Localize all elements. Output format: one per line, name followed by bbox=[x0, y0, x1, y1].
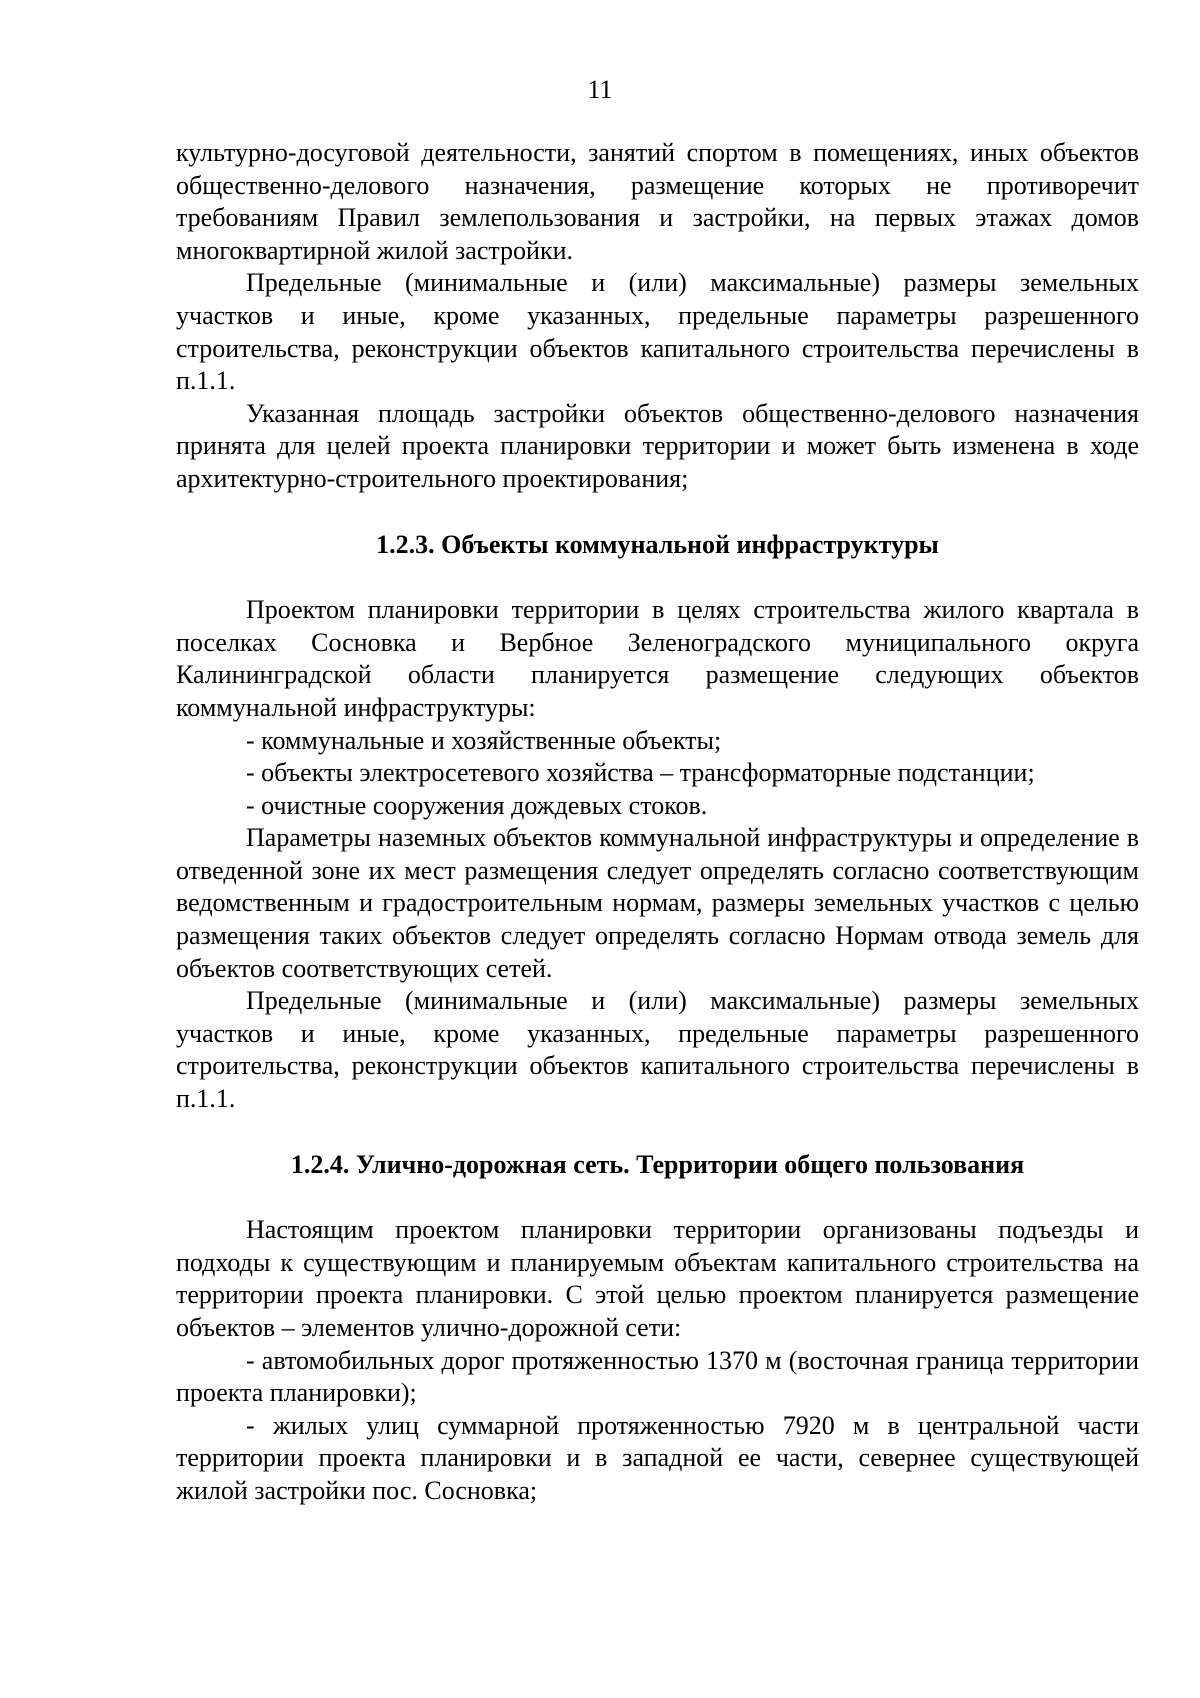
list-item-substations: - объекты электросетевого хозяйства – трансформаторные подстанции; bbox=[246, 758, 1035, 788]
paragraph-utility-parameters: Параметры наземных объектов коммунальной инфраструктуры и определение в отведенной зоне их мест размещения следует определять согласно соответствующим ведомственным и градостроительным нормам, размеры земельных участков с целью размещения таких объектов следует определять согласно Нормам отвода земель для объектов соответствующих сетей. bbox=[176, 823, 1139, 983]
paragraph-building-area: Указанная площадь застройки объектов общественно-делового назначения принята для целей проекта планировки территории и может быть изменена в ходе архитектурно-строительного проектирования; bbox=[176, 398, 1139, 493]
page-number: 11 bbox=[587, 75, 613, 104]
list-item-treatment-facilities: - очистные сооружения дождевых стоков. bbox=[246, 790, 708, 820]
document-body bbox=[176, 137, 1139, 1508]
paragraph-size-limits-2: Предельные (минимальные и (или) максимальные) размеры земельных участков и иные, кроме указанных, предельные параметры разрешенного строительства, реконструкции объектов капитального строительства перечислены в п.1.1. bbox=[176, 986, 1139, 1114]
paragraph-continuation: культурно-досуговой деятельности, занятий спортом в помещениях, иных объектов общественно-делового назначения, размещение которых не противоречит требованиям Правил землепользования и застройки, на первых этажах домов многоквартирной жилой застройки. bbox=[176, 138, 1139, 265]
list-item-roads: - автомобильных дорог протяженностью 1370 м (восточная граница территории проекта планировки); bbox=[176, 1345, 1139, 1408]
section-heading-1-2-4: 1.2.4. Улично-дорожная сеть. Территории общего пользования bbox=[290, 1149, 1025, 1179]
paragraph-utilities-intro: Проектом планировки территории в целях строительства жилого квартала в поселках Сосновка и Вербное Зеленоградского муниципального округа Калининградской области планируется размещение следующих объектов коммунальной инфраструктуры: bbox=[176, 595, 1139, 722]
section-heading-1-2-3: 1.2.3. Объекты коммунальной инфраструктуры bbox=[376, 529, 939, 559]
paragraph-size-limits-1: Предельные (минимальные и (или) максимальные) размеры земельных участков и иные, кроме указанных, предельные параметры разрешенного строительства, реконструкции объектов капитального строительства перечислены в п.1.1. bbox=[176, 268, 1139, 396]
list-item-residential-streets: - жилых улиц суммарной протяженностью 7920 м в центральной части территории проекта планировки и в западной ее части, севернее существующей жилой застройки пос. Сосновка; bbox=[176, 1410, 1139, 1505]
list-item-utility-objects: - коммунальные и хозяйственные объекты; bbox=[246, 725, 722, 755]
paragraph-road-network-intro: Настоящим проектом планировки территории организованы подъезды и подходы к существующим и планируемым объектам капитального строительства на территории проекта планировки. С этой целью проектом планируется размещение объектов – элементов улично-дорожной сети: bbox=[176, 1215, 1139, 1342]
